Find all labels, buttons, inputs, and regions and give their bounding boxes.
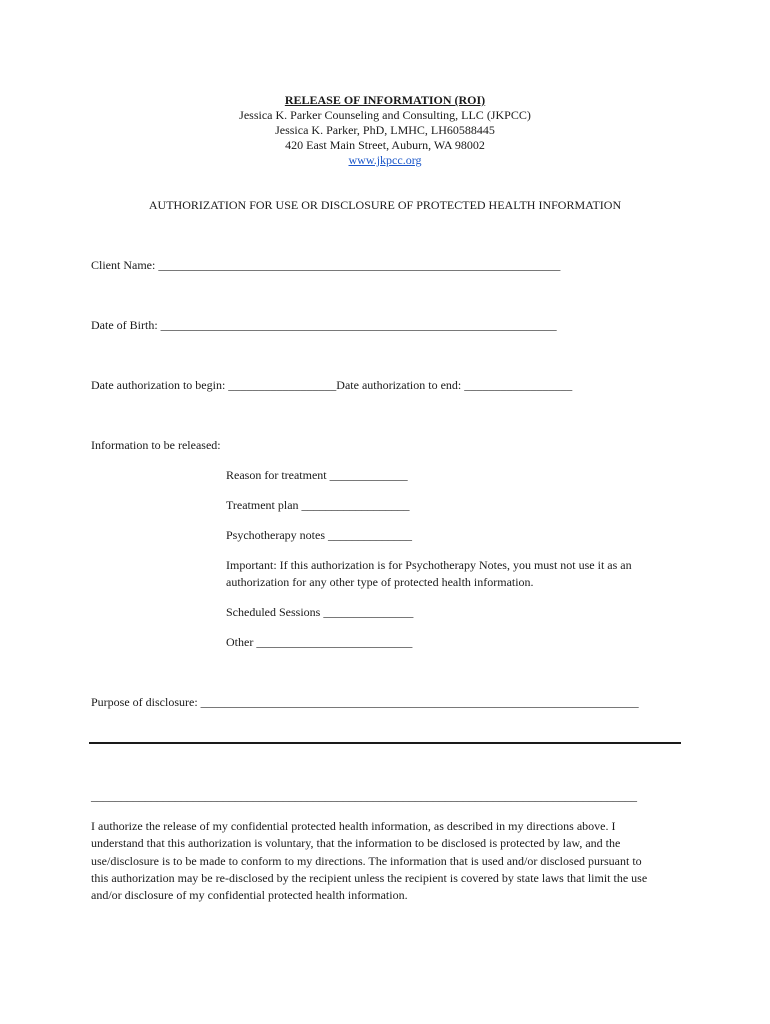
other-field[interactable]: Other __________________________ — [226, 635, 413, 649]
statement-line: this authorization may be re-disclosed by the recipient unless the recipient is covered by state laws that limit the use — [91, 870, 648, 885]
statement-line: and/or disclosure of my confidential protected health information. — [91, 888, 408, 903]
authorization-statement — [91, 818, 691, 904]
psychotherapy-notes-warning: Important: If this authorization is for Psychotherapy Notes, you must not use it as an authorization for any other type of protected health information. — [226, 558, 632, 589]
psychotherapy-notes-field[interactable]: Psychotherapy notes ______________ — [226, 528, 412, 542]
reason-for-treatment-field[interactable]: Reason for treatment _____________ — [226, 468, 408, 482]
organization-address: 420 East Main Street, Auburn, WA 98002 — [285, 138, 485, 152]
statement-line: I authorize the release of my confidential protected health information, as described in my directions above. I — [91, 819, 616, 833]
provider-credentials: Jessica K. Parker, PhD, LMHC, LH60588445 — [275, 123, 495, 137]
authorization-heading: AUTHORIZATION FOR USE OR DISCLOSURE OF PROTECTED HEALTH INFORMATION — [148, 198, 622, 212]
information-released-label: Information to be released: — [91, 438, 221, 452]
purpose-of-disclosure-field[interactable]: Purpose of disclosure: _________________________________________________________________________ — [91, 695, 639, 709]
treatment-plan-field[interactable]: Treatment plan __________________ — [226, 498, 410, 512]
statement-line: use/disclosure is to be made to conform to my directions. The information that is used and/or disclosed pursuant to — [91, 853, 642, 868]
organization-name: Jessica K. Parker Counseling and Consulting, LLC (JKPCC) — [239, 108, 531, 122]
document-title: RELEASE OF INFORMATION (ROI) — [284, 93, 486, 107]
scheduled-sessions-field[interactable]: Scheduled Sessions _______________ — [226, 605, 414, 619]
authorization-dates-field[interactable]: Date authorization to begin: __________________Date authorization to end: __________________ — [91, 378, 573, 392]
date-of-birth-field[interactable]: Date of Birth: __________________________________________________________________ — [91, 318, 557, 332]
horizontal-divider — [89, 742, 681, 744]
client-name-field[interactable]: Client Name: ___________________________________________________________________ — [91, 258, 561, 272]
statement-line: understand that this authorization is voluntary, that the information to be disclosed is protected by law, and the — [91, 836, 621, 851]
additional-blank-line[interactable]: ___________________________________________________________________________________________ — [91, 789, 637, 803]
website-link[interactable]: www.jkpcc.org — [348, 153, 422, 167]
